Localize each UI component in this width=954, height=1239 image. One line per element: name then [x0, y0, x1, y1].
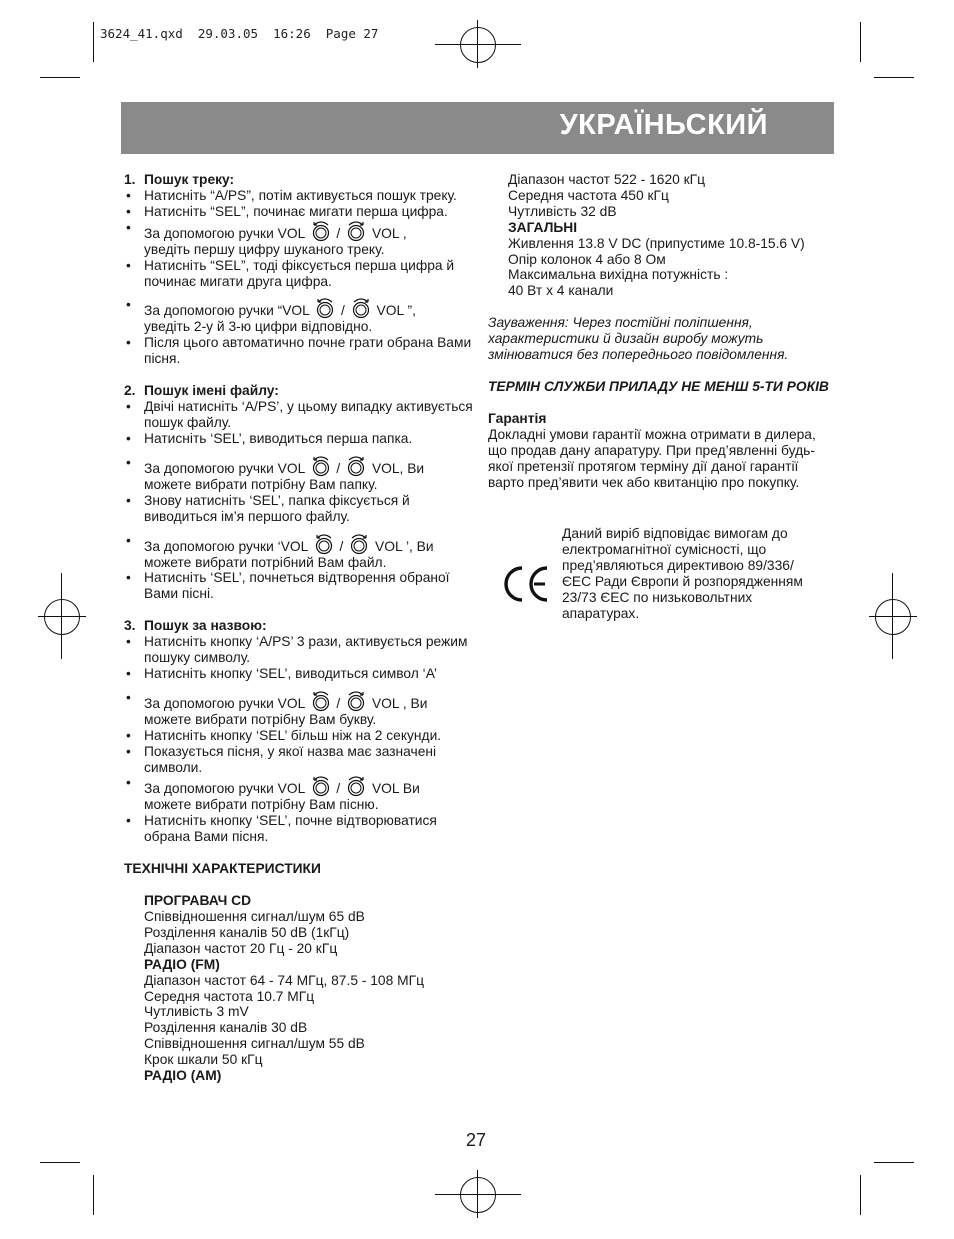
list-item: • Двічі натисніть ‘A/PS’, у цьому випадку активується пошук файлу. [124, 399, 474, 431]
am-title: РАДІО (AM) [144, 1068, 222, 1084]
list-item: • Натисніть кнопку ‘A/PS’ 3 рази, активується режим пошуку символу. [124, 634, 474, 666]
spec-line: Співвідношення сигнал/шум 65 dB [144, 909, 365, 924]
print-slug: 3624_41.qxd 29.03.05 16:26 Page 27 [100, 26, 379, 41]
knob-clockwise-icon [346, 455, 366, 477]
spec-line: Крок шкали 50 кГц [144, 1052, 263, 1068]
banner-title: УКРАЇНЬСКИЙ [559, 109, 768, 141]
list-item: • Натисніть “SEL”, тоді фіксується перша цифра й починає мигати друга цифра. [124, 258, 474, 290]
list-item: • За допомогою ручки “VOL / VOL ”, уведіть 2-у й 3-ю цифри відповідно. [124, 297, 474, 335]
note-text: Зауваження: Через постійні поліпшення, характеристики й дизайн виробу можуть змінюватися без попереднього повідомлення. [488, 315, 789, 363]
ce-mark-logo [500, 564, 550, 604]
list-item: • Натисніть кнопку ‘SEL’, виводиться символ ‘A’ [124, 666, 474, 682]
warranty-text: Докладні умови гарантії можна отримати в дилера, що продав дану апаратуру. При пред’явленні будь-якої претензії протягом терміну дії даної гарантії варто пред’явити чек або квитанцію про покупку. [488, 426, 816, 490]
spec-line: Діапазон частот 522 - 1620 кГц [508, 172, 706, 187]
spec-line: Діапазон частот 20 Гц - 20 кГц [144, 940, 338, 956]
specs-block [124, 893, 474, 1084]
knob-clockwise-icon [346, 775, 366, 797]
list-item: • Натисніть ‘SEL’, виводиться перша папка. [124, 431, 474, 447]
knob-counterclockwise-icon [311, 775, 331, 797]
list-item: • Знову натисніть ‘SEL’, папка фіксується й виводиться ім’я першого файлу. [124, 493, 474, 525]
section-track-search-title: 1. Пошук треку: [124, 172, 235, 187]
knob-clockwise-icon [351, 297, 371, 319]
knob-clockwise-icon [346, 690, 366, 712]
list-item: • За допомогою ручки ‘VOL / VOL ’, Ви можете вибрати потрібний Вам файл. [124, 533, 474, 571]
list-item: • Натисніть кнопку ‘SEL’, почне відтворюватися обрана Вами пісня. [124, 813, 474, 845]
list-item: • Натисніть кнопку ‘SEL’ більш ніж на 2 секунди. [124, 728, 474, 744]
spec-line: Розділення каналів 30 dB [144, 1020, 308, 1036]
specs-block-continued [488, 172, 838, 299]
spec-line: Діапазон частот 64 - 74 МГц, 87.5 - 108 МГц [144, 972, 424, 988]
spec-line: 40 Вт х 4 канали [508, 283, 614, 299]
section-file-search-title: 2. Пошук імені файлу: [124, 383, 279, 399]
list-item: • Натисніть ‘SEL’, почнеться відтворення обраної Вами пісні. [124, 570, 474, 602]
knob-clockwise-icon [349, 533, 369, 555]
left-column [124, 172, 474, 1084]
spec-line: Опір колонок 4 або 8 Ом [508, 251, 666, 267]
section-file-search-list [124, 399, 474, 447]
page-number: 27 [466, 1130, 487, 1150]
right-column [488, 172, 838, 490]
specs-title: ТЕХНІЧНІ ХАРАКТЕРИСТИКИ [124, 861, 321, 877]
spec-line: Середня частота 450 кГц [508, 187, 669, 203]
general-title: ЗАГАЛЬНІ [508, 219, 578, 235]
spec-line: Співвідношення сигнал/шум 55 dB [144, 1036, 365, 1052]
knob-counterclockwise-icon [311, 220, 331, 242]
list-item: • Показується пісня, у якої назва має зазначені символи. [124, 744, 474, 776]
section-name-search-list [124, 634, 474, 682]
knob-counterclockwise-icon [314, 533, 334, 555]
list-item: • За допомогою ручки VOL / VOL, Ви можете вибрати потрібну Вам папку. [124, 455, 474, 493]
ce-compliance-text: Даний виріб відповідає вимогам до електромагнітної сумісності, що пред’являються директивою 89/336/ЄЕС Ради Європи й розпорядженням 23/73 ЄЕС по низьковольтних апаратурах. [562, 526, 803, 621]
knob-counterclockwise-icon [311, 455, 331, 477]
spec-line: Живлення 13.8 V DC (припустиме 10.8-15.6 V) [508, 235, 805, 251]
warranty-title: Гарантія [488, 410, 547, 426]
knob-clockwise-icon [346, 220, 366, 242]
list-item: • Натисніть “A/PS”, потім активується пошук треку. [124, 188, 474, 204]
language-banner [121, 102, 834, 154]
knob-counterclockwise-icon [315, 297, 335, 319]
list-item: • За допомогою ручки VOL / VOL , уведіть першу цифру шуканого треку. [124, 220, 474, 258]
spec-line: Розділення каналів 50 dB (1кГц) [144, 924, 350, 940]
list-item: • За допомогою ручки VOL / VOL , Ви можете вибрати потрібну Вам букву. [124, 690, 474, 728]
spec-line: Чутливість 3 mV [144, 1004, 249, 1020]
list-item: • Натисніть “SEL”, починає мигати перша цифра. [124, 204, 474, 220]
section-track-search-list [124, 188, 474, 290]
spec-line: Чутливість 32 dB [508, 203, 617, 219]
cd-title: ПРОГРАВАЧ CD [144, 893, 252, 909]
list-item: • Після цього автоматично почне грати обрана Вами пісня. [124, 335, 474, 367]
spec-line: Максимальна вихідна потужність : [508, 267, 729, 283]
list-item: • За допомогою ручки VOL / VOL Ви можете вибрати потрібну Вам пісню. [124, 775, 474, 813]
knob-counterclockwise-icon [311, 690, 331, 712]
spec-line: Середня частота 10.7 МГц [144, 988, 315, 1004]
service-life-text: ТЕРМІН СЛУЖБИ ПРИЛАДУ НЕ МЕНШ 5-ТИ РОКІВ [488, 378, 829, 394]
section-name-search-title: 3. Пошук за назвою: [124, 618, 267, 634]
fm-title: РАДІО (FM) [144, 956, 220, 972]
